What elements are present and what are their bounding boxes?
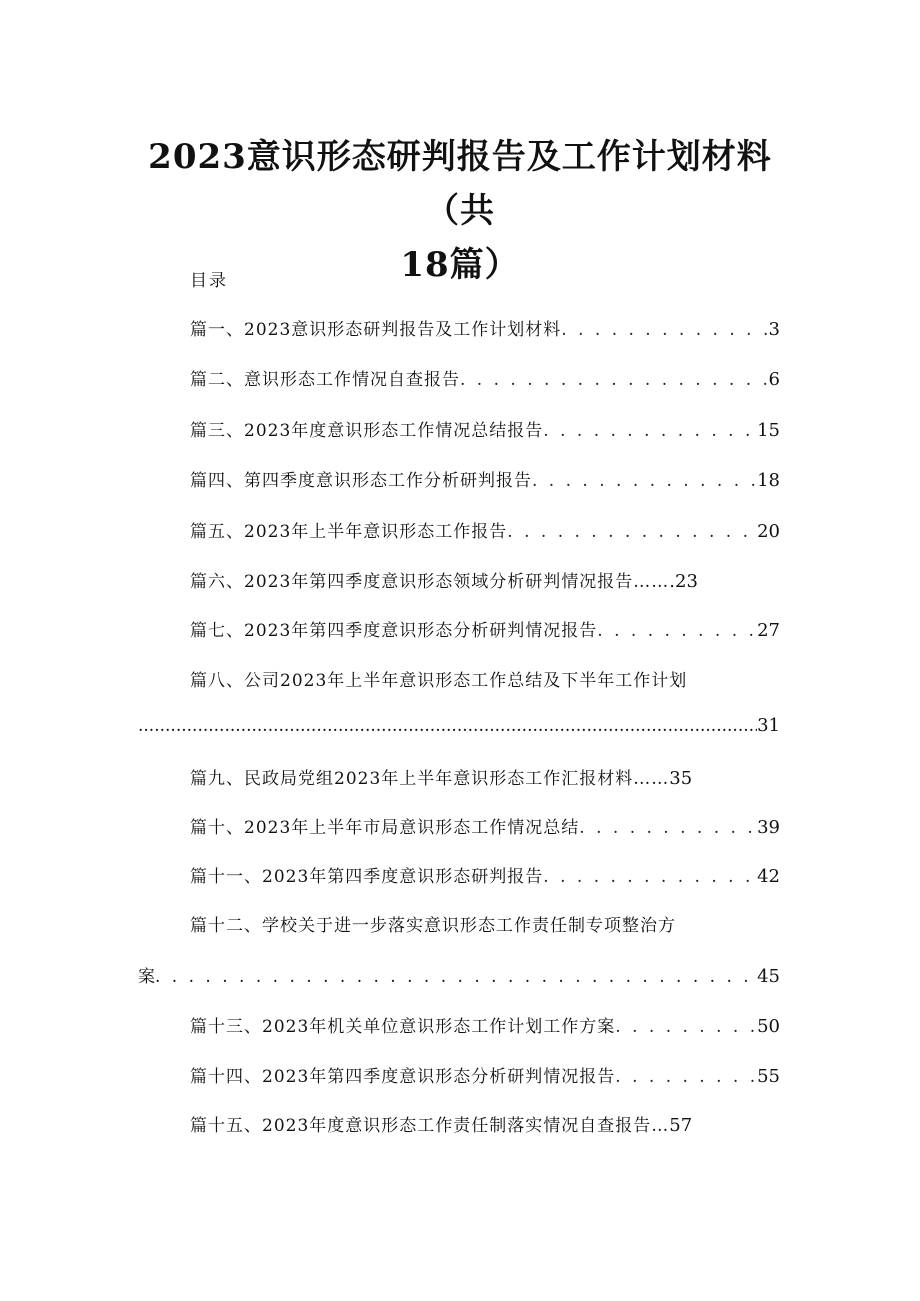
toc-entry-label: 篇十二、学校关于进一步落实意识形态工作责任制专项整治方 xyxy=(190,916,676,936)
toc-entry-page: 35 xyxy=(669,768,693,789)
toc-entry-label: 篇三、2023年度意识形态工作情况总结报告 xyxy=(190,421,544,441)
toc-entry-label: 篇五、2023年上半年意识形态工作报告 xyxy=(190,522,508,542)
toc-entry-4[interactable] xyxy=(190,466,780,496)
toc-entry-label: 篇十五、2023年度意识形态工作责任制落实情况自查报告… xyxy=(190,1116,670,1136)
dot-leader xyxy=(543,421,755,441)
toc-entry-page: 20 xyxy=(757,521,780,542)
dot-leader xyxy=(532,471,755,491)
dot-leader xyxy=(615,1067,755,1087)
toc-entry-15[interactable] xyxy=(190,1111,780,1141)
toc-entry-3[interactable] xyxy=(190,416,780,446)
toc-entry-page: .23 xyxy=(669,571,698,592)
dot-leader xyxy=(597,621,755,641)
toc-entry-5[interactable] xyxy=(190,517,780,547)
dot-leader xyxy=(155,967,757,987)
toc-entry-page: 31 xyxy=(757,715,780,736)
toc-entry-page: 27 xyxy=(757,620,780,641)
toc-entry-label: 篇九、民政局党组2023年上半年意识形态工作汇报材料…… xyxy=(190,769,670,789)
toc-entry-page: 50 xyxy=(757,1016,780,1037)
toc-entry-label: 篇一、2023意识形态研判报告及工作计划材料 xyxy=(190,320,562,340)
toc-entry-page: 15 xyxy=(757,420,780,441)
toc-entry-page: 3 xyxy=(768,319,780,340)
toc-entry-7[interactable] xyxy=(190,616,780,646)
dot-leader xyxy=(507,522,755,542)
toc-entry-12[interactable] xyxy=(190,911,780,941)
toc-entry-8-continuation[interactable] xyxy=(138,715,780,745)
toc-entry-label-continuation: 案 xyxy=(138,967,155,987)
toc-entry-2[interactable] xyxy=(190,365,780,395)
toc-entry-1[interactable] xyxy=(190,315,780,345)
dot-leader xyxy=(543,867,755,887)
toc-entry-label: 篇八、公司2023年上半年意识形态工作总结及下半年工作计划 xyxy=(190,671,688,691)
toc-heading: 目录 xyxy=(190,271,228,291)
toc-entry-page: 6 xyxy=(768,369,780,390)
toc-entry-8[interactable] xyxy=(190,666,780,696)
toc-entry-11[interactable] xyxy=(190,862,780,892)
title-line-1: 2023意识形态研判报告及工作计划材料（共 xyxy=(148,137,772,231)
toc-entry-10[interactable] xyxy=(190,813,780,843)
toc-entry-label: 篇二、意识形态工作情况自查报告 xyxy=(190,370,460,390)
toc-entry-page: 42 xyxy=(757,866,780,887)
dot-leader xyxy=(615,1017,755,1037)
toc-entry-label: 篇四、第四季度意识形态工作分析研判报告 xyxy=(190,471,532,491)
toc-entry-label: 篇十、2023年上半年市局意识形态工作情况总结 xyxy=(190,818,580,838)
toc-entry-13[interactable] xyxy=(190,1012,780,1042)
toc-entry-14[interactable] xyxy=(190,1062,780,1092)
toc-entry-page: 55 xyxy=(757,1066,780,1087)
toc-entry-12-continuation[interactable] xyxy=(138,962,780,992)
title-line-2: 18篇） xyxy=(400,245,520,285)
dot-leader xyxy=(138,716,757,736)
toc-entry-page: 39 xyxy=(757,817,780,838)
toc-entry-9[interactable] xyxy=(190,764,780,794)
toc-entry-page: 18 xyxy=(757,470,780,491)
toc-entry-6[interactable] xyxy=(190,567,780,597)
toc-entry-label: 篇六、2023年第四季度意识形态领域分析研判情况报告…… xyxy=(190,572,670,592)
dot-leader xyxy=(460,370,767,390)
toc-entry-label: 篇十三、2023年机关单位意识形态工作计划工作方案 xyxy=(190,1017,616,1037)
toc-entry-label: 篇十四、2023年第四季度意识形态分析研判情况报告 xyxy=(190,1067,616,1087)
toc-entry-page: 45 xyxy=(757,966,780,987)
dot-leader xyxy=(561,320,766,340)
dot-leader xyxy=(579,818,755,838)
toc-entry-page: 57 xyxy=(669,1115,693,1136)
toc-entry-label: 篇七、2023年第四季度意识形态分析研判情况报告 xyxy=(190,621,598,641)
toc-entry-label: 篇十一、2023年第四季度意识形态研判报告 xyxy=(190,867,544,887)
